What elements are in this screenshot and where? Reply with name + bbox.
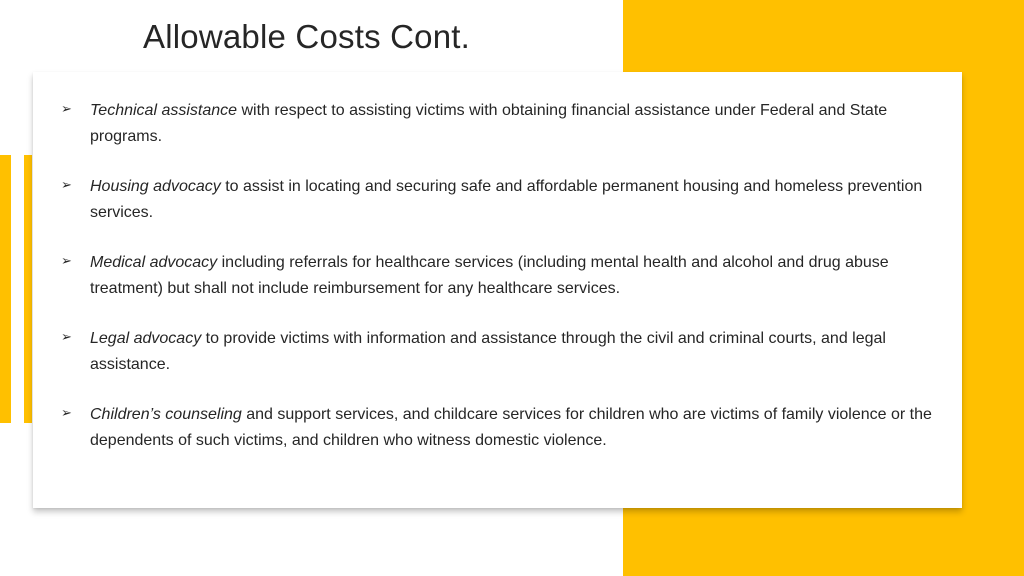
arrow-bullet-icon: ➢ bbox=[61, 177, 72, 192]
item-text bbox=[90, 250, 938, 301]
list-item bbox=[33, 98, 962, 149]
list-item bbox=[33, 250, 962, 301]
item-text bbox=[90, 402, 938, 453]
bullet-list bbox=[33, 98, 962, 478]
list-item bbox=[33, 326, 962, 377]
item-term: Children’s counseling bbox=[90, 406, 242, 423]
item-term: Medical advocacy bbox=[90, 254, 218, 271]
list-item bbox=[33, 402, 962, 453]
arrow-bullet-icon: ➢ bbox=[61, 329, 72, 344]
accent-bar-left bbox=[0, 155, 11, 423]
item-text bbox=[90, 174, 938, 225]
list-item bbox=[33, 174, 962, 225]
arrow-bullet-icon: ➢ bbox=[61, 253, 72, 268]
arrow-bullet-icon: ➢ bbox=[61, 101, 72, 116]
item-term: Legal advocacy bbox=[90, 330, 202, 347]
item-term: Technical assistance bbox=[90, 102, 238, 119]
arrow-bullet-icon: ➢ bbox=[61, 405, 72, 420]
content-card bbox=[33, 72, 962, 508]
slide-title: Allowable Costs Cont. bbox=[143, 18, 471, 55]
item-description: to assist in locating and securing safe and affordable permanent housing and homeless prevention services. bbox=[90, 178, 923, 221]
item-description: and support services, and childcare services for children who are victims of family violence or the dependents of such victims, and children who witness domestic violence. bbox=[90, 406, 932, 449]
item-text bbox=[90, 326, 938, 377]
item-description: with respect to assisting victims with obtaining financial assistance under Federal and State programs. bbox=[90, 102, 888, 145]
item-term: Housing advocacy bbox=[90, 178, 221, 195]
item-description: including referrals for healthcare services (including mental health and alcohol and drug abuse treatment) but shall not include reimbursement for any healthcare services. bbox=[90, 254, 889, 297]
item-text bbox=[90, 98, 938, 149]
item-description: to provide victims with information and assistance through the civil and criminal courts, and legal assistance. bbox=[90, 330, 886, 373]
accent-bar-right bbox=[24, 155, 32, 423]
